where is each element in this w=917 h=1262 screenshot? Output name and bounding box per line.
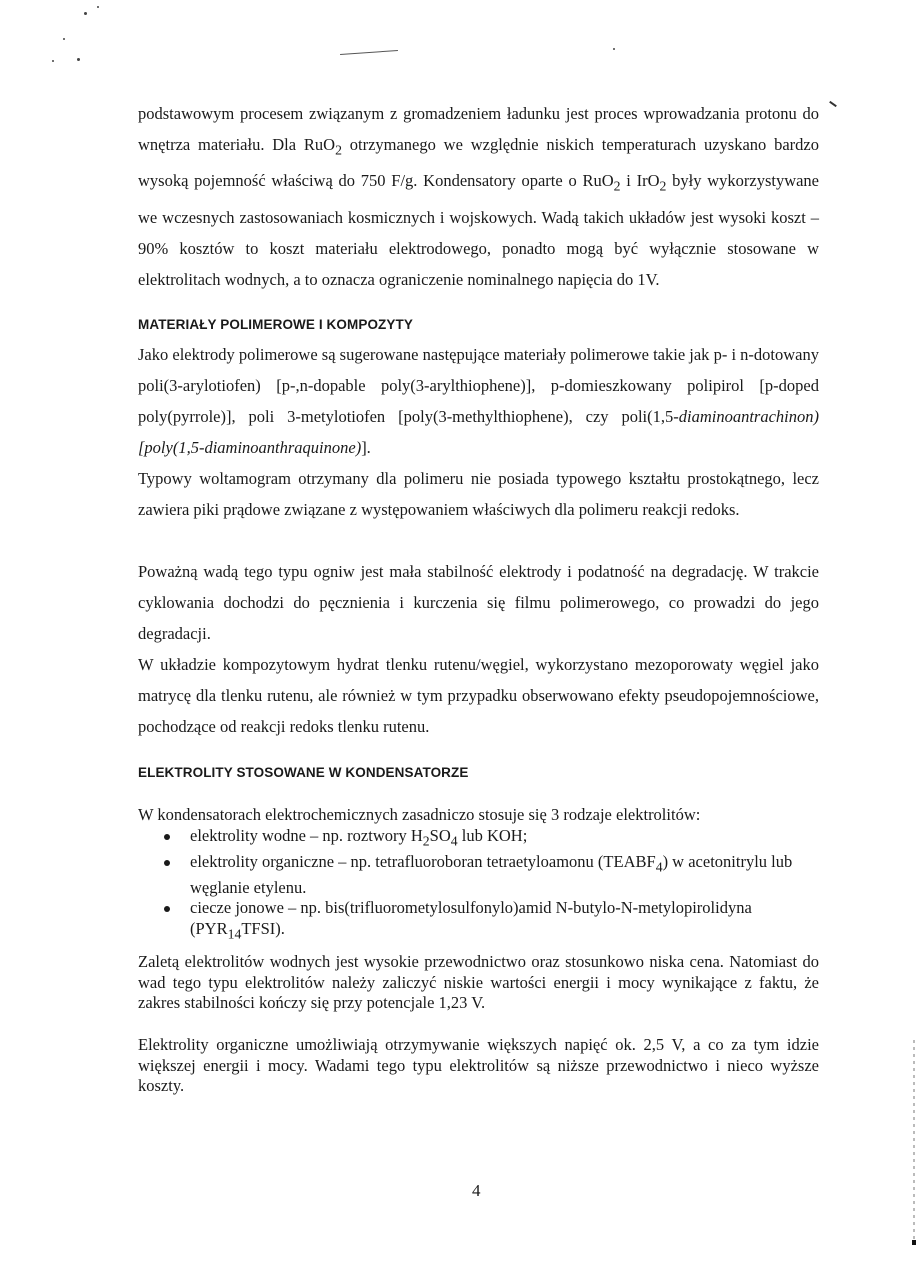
section-heading-electrolytes: ELEKTROLITY STOSOWANE W KONDENSATORZE [138, 765, 469, 780]
scan-speck [63, 38, 65, 40]
polymer-paragraph-4: W układzie kompozytowym hydrat tlenku rutenu/węgiel, wykorzystano mezoporowaty węgiel jako matrycę dla tlenku rutenu, ale również w tym przypadku obserwowano efekty pseudopojemnościowe, pochodzące od reakcji redoks tlenku rutenu. [138, 655, 819, 736]
scan-speck [97, 6, 99, 8]
aqueous-electrolytes-paragraph: Zaletą elektrolitów wodnych jest wysokie przewodnictwo oraz stosunkowo niska cena. Natomiast do wad tego typu elektrolitów należy zaliczyć niskie wartości energii i mocy wynikające z faktu, że zakres stabilności kończy się przy potencjale 1,23 V. [138, 952, 819, 1012]
scan-speck [52, 60, 54, 62]
scan-mark [340, 50, 398, 55]
organic-electrolytes-paragraph: Elektrolity organiczne umożliwiają otrzymywanie większych napięć ok. 2,5 V, a co za tym idzie większej energii i mocy. Wadami tego typu elektrolitów są niższe przewodnictwo i nieco wyższe koszty. [138, 1035, 819, 1095]
scan-speck [77, 58, 80, 61]
scan-mark [829, 101, 837, 107]
polymer-paragraph-1: Jako elektrody polimerowe są sugerowane następujące materiały polimerowe takie jak p- i n-dotowany poli(3-arylotiofen) [p-,n-dopable poly(3-arylthiophene)], p-domieszkowany polipirol [p-doped poly(pyrrole)], poli 3-metylotiofen [poly(3-methylthiophene), czy poli(1,5-diaminoantrachinon) [poly(1,5-diaminoanthraquinone)]. [138, 345, 819, 457]
list-item: ciecze jonowe – np. bis(trifluorometylosulfonylo)amid N-butylo-N-metylopirolidyna $(PYR_{14}TFSI)$. [160, 898, 820, 944]
bullet-icon [164, 834, 170, 840]
polymer-paragraph-3: Poważną wadą tego typu ogniw jest mała stabilność elektrody i podatność na degradację. W trakcie cyklowania dochodzi do pęcznienia i kurczenia się filmu polimerowego, co prowadzi do jego degradacji. [138, 562, 819, 643]
electrolytes-intro: W kondensatorach elektrochemicznych zasadniczo stosuje się 3 rodzaje elektrolitów: [138, 805, 701, 824]
scan-speck [613, 48, 615, 50]
scan-speck [84, 12, 87, 15]
page-number: 4 [472, 1181, 481, 1200]
intro-paragraph: podstawowym procesem związanym z gromadzeniem ładunku jest proces wprowadzania protonu do wnętrza materiału. Dla RuO$_2$ otrzymanego we względnie niskich temperaturach uzyskano bardzo wysoką pojemność właściwą do 750 F/g. Kondensatory oparte o RuO$_2$ i IrO$_2$ były wykorzystywane we wczesnych zastosowaniach kosmicznych i wojskowych. Wadą takich układów jest wysoki koszt – 90% kosztów to koszt materiału elektrodowego, ponadto mogą być wyłącznie stosowane w elektrolitach wodnych, a to oznacza ograniczenie nominalnego napięcia do 1V. [138, 104, 820, 289]
list-item: elektrolity wodne – np. roztwory $H_2SO_4$ lub KOH; [160, 826, 820, 852]
list-item: elektrolity organiczne – np. tetrafluoroboran tetraetyloamonu $(TEABF_4)$ w acetonitrylu lub węglanie etylenu. [160, 852, 820, 898]
section-heading-polymers: MATERIAŁY POLIMEROWE I KOMPOZYTY [138, 317, 413, 332]
scan-speck [912, 1240, 916, 1245]
electrolyte-types-list [160, 826, 820, 944]
bullet-icon [164, 906, 170, 912]
scan-edge [913, 1040, 915, 1240]
polymer-paragraph-2: Typowy woltamogram otrzymany dla polimeru nie posiada typowego kształtu prostokątnego, lecz zawiera piki prądowe związane z występowaniem właściwych dla polimeru reakcji redoks. [138, 469, 819, 519]
bullet-icon [164, 860, 170, 866]
